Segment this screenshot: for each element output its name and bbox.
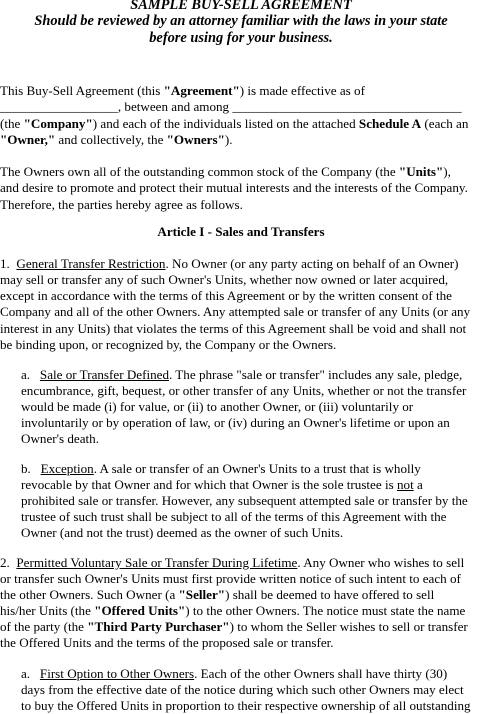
- intro-line: __________________, between and among ___________________________________: [0, 99, 462, 114]
- intro-line: This Buy-Sell Agreement (this "Agreement") is made effective as of: [0, 83, 365, 98]
- document-title: SAMPLE BUY-SELL AGREEMENT: [130, 0, 352, 13]
- section-1b-line: trustee of such trust shall be subject to all of the terms of this Agreement with the: [21, 509, 447, 524]
- intro-line: (the "Company") and each of the individuals listed on the attached Schedule A (each an: [0, 116, 469, 131]
- owners-line: The Owners own all of the outstanding common stock of the Company (the "Units"),: [0, 164, 451, 179]
- section-1b-title: Exception: [40, 461, 94, 476]
- section-1-title: General Transfer Restriction: [16, 256, 166, 271]
- intro-line: "Owner," and collectively, the "Owners").: [0, 132, 233, 147]
- section-1b-line: b. Exception. A sale or transfer of an Owner's Units to a trust that is wholly: [21, 461, 421, 476]
- section-1a-line: Owner's death.: [21, 431, 99, 446]
- section-1b-line: revocable by that Owner and for which that Owner is the sole trustee is not a: [21, 477, 423, 492]
- section-2a-line: to buy the Offered Units in proportion to their respective ownership of all outstanding: [21, 698, 471, 713]
- section-1-line: interest in any Units) that violates the terms of this Agreement shall be void and shall not: [0, 321, 467, 336]
- section-2a-title: First Option to Other Owners: [39, 666, 195, 681]
- article-heading: Article I - Sales and Transfers: [157, 224, 325, 239]
- section-1a-line: encumbrance, gift, bequest, or other transfer of any Units, whether or not the transfer: [21, 383, 467, 398]
- section-1-line: 1. General Transfer Restriction. No Owner (or any party acting on behalf of an Owner): [0, 256, 459, 271]
- section-2a-line: days from the effective date of the notice during which such other Owners may elect: [21, 682, 464, 697]
- section-1-line: be binding upon, or recognized by, the Company or the Owners.: [0, 337, 337, 352]
- section-1a-line: would be made (i) for value, or (ii) to another Owner, or (iii) voluntarily or: [21, 399, 414, 414]
- section-1b-line: prohibited sale or transfer. However, any subsequent attempted sale or transfer by the: [21, 493, 468, 508]
- section-1b-line: Owner (and not the trust) deemed as the owner of such Units.: [21, 525, 344, 540]
- document-subtitle-line2: before using for your business.: [149, 30, 333, 46]
- section-2-line: his/her Units (the "Offered Units") to the other Owners. The notice must state the name: [0, 603, 466, 618]
- section-1-line: except in accordance with the terms of this Agreement or by the written consent of the: [0, 288, 452, 303]
- section-2-line: 2. Permitted Voluntary Sale or Transfer During Lifetime. Any Owner who wishes to sell: [0, 555, 465, 570]
- owners-line: Therefore, the parties hereby agree as follows.: [0, 197, 243, 212]
- section-1a-title: Sale or Transfer Defined: [39, 367, 169, 382]
- section-2-title: Permitted Voluntary Sale or Transfer During Lifetime: [16, 555, 298, 570]
- section-2-line: the other Owners. Such Owner (a "Seller") shall be deemed to have offered to sell: [0, 587, 435, 602]
- section-1-line: may sell or transfer any of such Owner's Units, whether now owned or later acquired,: [0, 272, 449, 287]
- owners-line: and desire to promote and protect their mutual interests and the interests of the Company.: [0, 180, 468, 195]
- section-2-line: the Offered Units and the terms of the proposed sale or transfer.: [0, 635, 334, 650]
- section-2-line: of the party (the "Third Party Purchaser") to whom the Seller wishes to sell or transfer: [0, 619, 468, 634]
- section-1-line: Company and all of the other Owners. Any attempted sale or transfer of any Units (or any: [0, 304, 471, 319]
- section-2-line: or transfer such Owner's Units must first provide written notice of such intent to each of: [0, 571, 461, 586]
- section-2a-line: a. First Option to Other Owners. Each of the other Owners shall have thirty (30): [21, 666, 448, 681]
- document-subtitle-line1: Should be reviewed by an attorney familiar with the laws in your state: [34, 13, 448, 29]
- section-1a-line: a. Sale or Transfer Defined. The phrase "sale or transfer" includes any sale, pledge,: [21, 367, 463, 382]
- section-1a-line: involuntarily or by operation of law, or (iv) during an Owner's lifetime or upon an: [21, 415, 450, 430]
